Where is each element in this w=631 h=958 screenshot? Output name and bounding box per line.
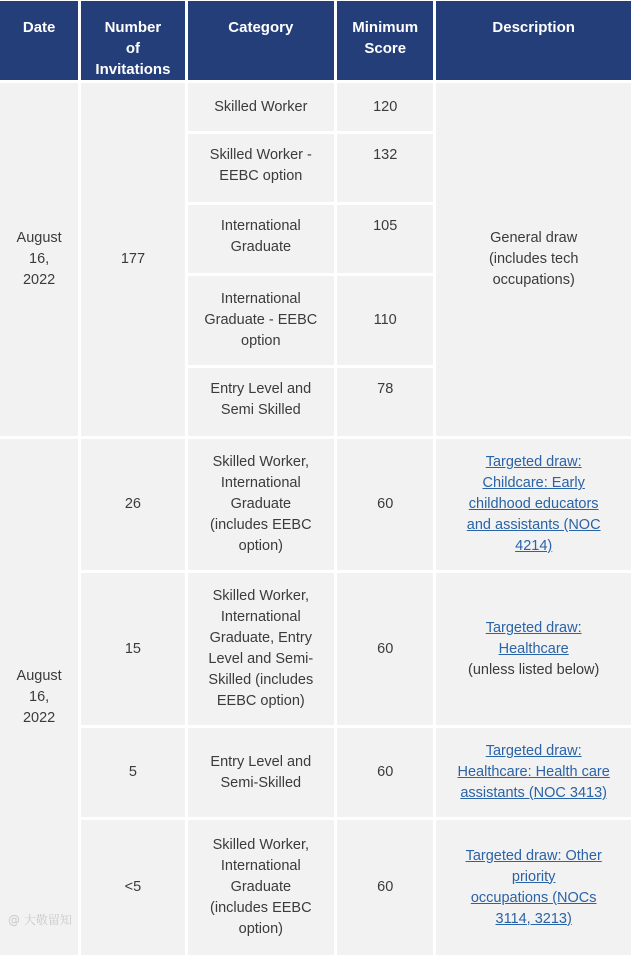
- table-row: [0, 439, 631, 570]
- header-category: Category: [188, 1, 334, 80]
- invitations-cell: <5: [81, 820, 184, 955]
- category-cell: Skilled Worker - EEBC option: [188, 134, 334, 202]
- score-cell: 105: [337, 205, 433, 273]
- invitations-cell: 5: [81, 728, 184, 817]
- category-cell: Entry Level and Semi Skilled: [188, 368, 334, 436]
- category-cell: International Graduate: [188, 205, 334, 273]
- table-row: [0, 820, 631, 955]
- description-cell: [436, 728, 631, 817]
- table-row: [0, 728, 631, 817]
- invitations-cell: 15: [81, 573, 184, 725]
- description-cell: General draw (includes tech occupations): [436, 83, 631, 436]
- description-note: (unless listed below): [467, 661, 600, 678]
- header-minimum-score: Minimum Score: [337, 1, 433, 80]
- description-cell: [436, 573, 631, 725]
- watermark-text: @ 大敬留知: [8, 913, 72, 927]
- category-cell: International Graduate - EEBC option: [188, 276, 334, 365]
- category-cell: Entry Level and Semi-Skilled: [188, 728, 334, 817]
- invitations-cell: 26: [81, 439, 184, 570]
- category-cell: Skilled Worker, International Graduate (includes EEBC option): [188, 820, 334, 955]
- score-cell: 60: [337, 439, 433, 570]
- targeted-draw-health-care-assistants-link[interactable]: Targeted draw: Healthcare: Health care assistants (NOC 3413): [457, 743, 610, 801]
- date-cell: August 16, 2022: [0, 83, 78, 436]
- score-cell: 78: [337, 368, 433, 436]
- score-cell: 60: [337, 820, 433, 955]
- table-row: [0, 83, 631, 131]
- score-cell: 60: [337, 573, 433, 725]
- table-row: [0, 573, 631, 725]
- category-cell: Skilled Worker, International Graduate (includes EEBC option): [188, 439, 334, 570]
- score-cell: 110: [337, 276, 433, 365]
- header-description: Description: [436, 1, 631, 80]
- description-cell: [436, 820, 631, 955]
- targeted-draw-healthcare-link[interactable]: Targeted draw: Healthcare: [485, 619, 582, 657]
- header-invitations: Number of Invitations: [81, 1, 184, 80]
- category-cell: Skilled Worker: [188, 83, 334, 131]
- header-date: Date: [0, 1, 78, 80]
- targeted-draw-other-priority-link[interactable]: Targeted draw: Other priority occupations (NOCs 3114, 3213): [465, 847, 602, 927]
- score-cell: 132: [337, 134, 433, 202]
- header-row: [0, 1, 631, 80]
- date-cell: August 16, 2022: [0, 439, 78, 955]
- invitations-cell: 177: [81, 83, 184, 436]
- category-cell: Skilled Worker, International Graduate, Entry Level and Semi- Skilled (includes EEBC option): [188, 573, 334, 725]
- score-cell: 60: [337, 728, 433, 817]
- score-cell: 120: [337, 83, 433, 131]
- description-cell: [436, 439, 631, 570]
- targeted-draw-childcare-link[interactable]: Targeted draw: Childcare: Early childhood educators and assistants (NOC 4214): [466, 454, 601, 554]
